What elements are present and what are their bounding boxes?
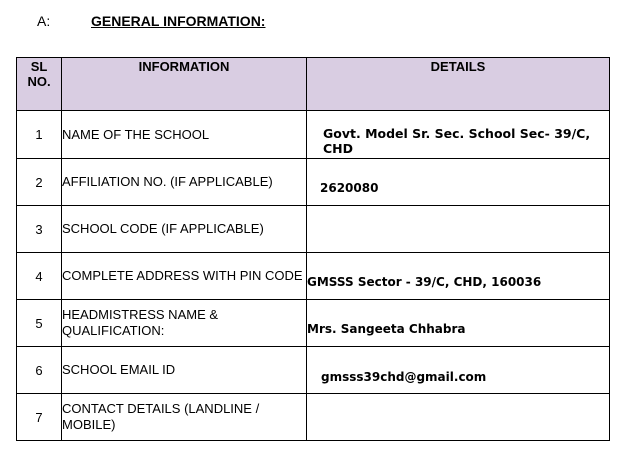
row-sl-number: 2: [17, 159, 62, 206]
table-row: [17, 394, 610, 441]
row-information: AFFILIATION NO. (IF APPLICABLE): [62, 159, 307, 206]
section-title: GENERAL INFORMATION:: [91, 13, 266, 29]
row-information: SCHOOL CODE (IF APPLICABLE): [62, 206, 307, 253]
row-details: gmsss39chd@gmail.com: [307, 347, 610, 394]
row-details: GMSSS Sector - 39/C, CHD, 160036: [307, 253, 610, 300]
row-details: Mrs. Sangeeta Chhabra: [307, 300, 610, 347]
row-information: SCHOOL EMAIL ID: [62, 347, 307, 394]
general-information-table: [16, 57, 610, 441]
table-header-row: [17, 58, 610, 111]
row-details: 2620080: [307, 159, 610, 206]
row-sl-number: 3: [17, 206, 62, 253]
table-row: [17, 206, 610, 253]
row-details: Govt. Model Sr. Sec. School Sec- 39/C, CHD: [307, 111, 610, 159]
row-information: CONTACT DETAILS (LANDLINE / MOBILE): [62, 394, 307, 441]
table-row: [17, 159, 610, 206]
row-information: HEADMISTRESS NAME & QUALIFICATION:: [62, 300, 307, 347]
table-row: [17, 253, 610, 300]
row-information: NAME OF THE SCHOOL: [62, 111, 307, 159]
section-letter: A:: [37, 13, 51, 29]
row-details: [307, 206, 610, 253]
header-sl-no: SL NO.: [17, 58, 62, 111]
row-details: [307, 394, 610, 441]
row-sl-number: 5: [17, 300, 62, 347]
header-information: INFORMATION: [62, 58, 307, 111]
row-sl-number: 6: [17, 347, 62, 394]
header-details: DETAILS: [307, 58, 610, 111]
row-sl-number: 4: [17, 253, 62, 300]
table-row: [17, 300, 610, 347]
row-sl-number: 7: [17, 394, 62, 441]
table-row: [17, 347, 610, 394]
row-sl-number: 1: [17, 111, 62, 159]
table-row: [17, 111, 610, 159]
row-information: COMPLETE ADDRESS WITH PIN CODE: [62, 253, 307, 300]
